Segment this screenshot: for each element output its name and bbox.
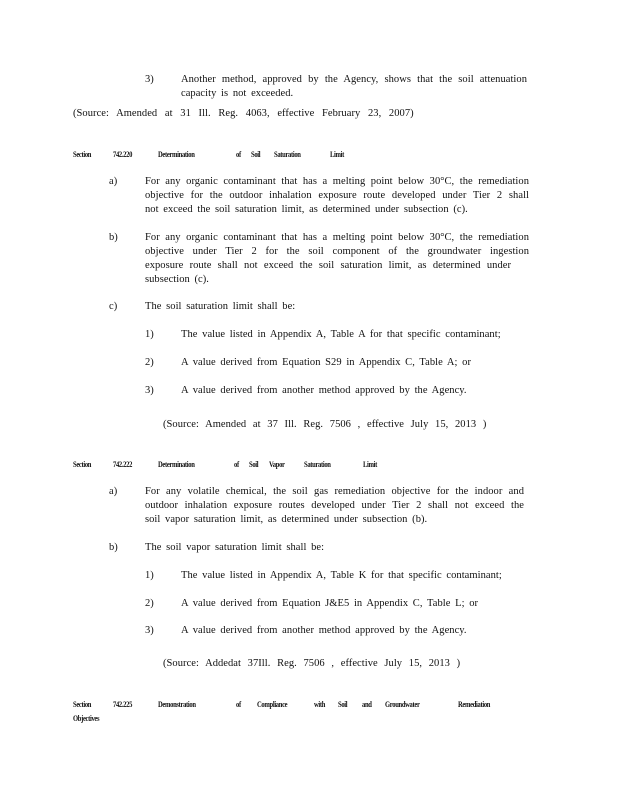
section-title-word: Soil <box>249 460 259 469</box>
section-title-word: Groundwater <box>385 700 420 709</box>
list-item-number: 2) <box>145 598 154 609</box>
section-title-word: Compliance <box>257 700 288 709</box>
section-title-word: Limit <box>330 150 345 159</box>
list-item-number: 1) <box>145 570 154 581</box>
section-label: Section <box>73 700 92 709</box>
paragraph-line: not exceed the soil saturation limit, as determined under subsection (c). <box>145 204 468 215</box>
source-note: (Source: Addedat 37Ill. Reg. 7506 , effective July 15, 2013 ) <box>163 658 461 669</box>
section-title-word: Demonstration <box>158 700 196 709</box>
section-title-word: Limit <box>363 460 378 469</box>
section-title-word: Vapor <box>269 460 285 469</box>
subsection-label: a) <box>109 486 118 497</box>
list-item-text: The value listed in Appendix A, Table K for that specific contaminant; <box>181 570 502 581</box>
section-title-word: Determination <box>158 460 195 469</box>
list-item-text: A value derived from another method approved by the Agency. <box>181 385 467 396</box>
paragraph-line: For any organic contaminant that has a melting point below 30°C, the remediation <box>145 232 529 243</box>
source-note: (Source: Amended at 31 Ill. Reg. 4063, effective February 23, 2007) <box>73 108 414 119</box>
section-title-word: of <box>234 460 239 469</box>
paragraph-line: For any organic contaminant that has a melting point below 30°C, the remediation <box>145 176 529 187</box>
section-title-word: Soil <box>251 150 261 159</box>
list-item-text: A value derived from Equation S29 in Appendix C, Table A; or <box>181 357 472 368</box>
list-item-number: 3) <box>145 625 154 636</box>
subsection-label: c) <box>109 301 118 312</box>
subsection-label: b) <box>109 232 118 243</box>
list-item-number: 3) <box>145 74 154 85</box>
list-item-number: 3) <box>145 385 154 396</box>
paragraph-line: objective for the outdoor inhalation exposure route developed under Tier 2 shall <box>145 190 529 201</box>
paragraph-line: For any volatile chemical, the soil gas remediation objective for the indoor and <box>145 486 524 497</box>
list-item-text: The value listed in Appendix A, Table A for that specific contaminant; <box>181 329 501 340</box>
section-title-word: Saturation <box>304 460 331 469</box>
paragraph-line: outdoor inhalation exposure routes developed under Tier 2 shall not exceed the <box>145 500 524 511</box>
list-item-text: A value derived from Equation J&E5 in Appendix C, Table L; or <box>181 598 479 609</box>
paragraph-line: objective under Tier 2 for the soil component of the groundwater ingestion <box>145 246 529 257</box>
paragraph-line: The soil vapor saturation limit shall be: <box>145 542 325 553</box>
subsection-label: a) <box>109 176 118 187</box>
paragraph-line: subsection (c). <box>145 274 209 285</box>
paragraph-line: The soil saturation limit shall be: <box>145 301 296 312</box>
section-title-word: Soil <box>338 700 348 709</box>
subsection-label: b) <box>109 542 118 553</box>
list-item-text: Another method, approved by the Agency, shows that the soil attenuation <box>181 74 527 85</box>
source-note: (Source: Amended at 37 Ill. Reg. 7506 , effective July 15, 2013 ) <box>163 419 487 430</box>
section-title-word: of <box>236 700 241 709</box>
section-number: 742.222 <box>113 460 133 469</box>
paragraph-line: exposure route shall not exceed the soil saturation limit, as determined under <box>145 260 511 271</box>
section-label: Section <box>73 460 92 469</box>
section-title-word: with <box>314 700 326 709</box>
section-number: 742.225 <box>113 700 133 709</box>
list-item-text: A value derived from another method approved by the Agency. <box>181 625 467 636</box>
section-label: Section <box>73 150 92 159</box>
section-number: 742.220 <box>113 150 133 159</box>
section-title-word: and <box>362 700 372 709</box>
section-title-word: Objectives <box>73 714 100 723</box>
section-title-word: Determination <box>158 150 195 159</box>
section-title-word: Saturation <box>274 150 301 159</box>
section-title-word: Remediation <box>458 700 491 709</box>
section-title-word: of <box>236 150 241 159</box>
list-item-text: capacity is not exceeded. <box>181 88 294 99</box>
paragraph-line: soil vapor saturation limit, as determined under subsection (b). <box>145 514 428 525</box>
list-item-number: 1) <box>145 329 154 340</box>
list-item-number: 2) <box>145 357 154 368</box>
